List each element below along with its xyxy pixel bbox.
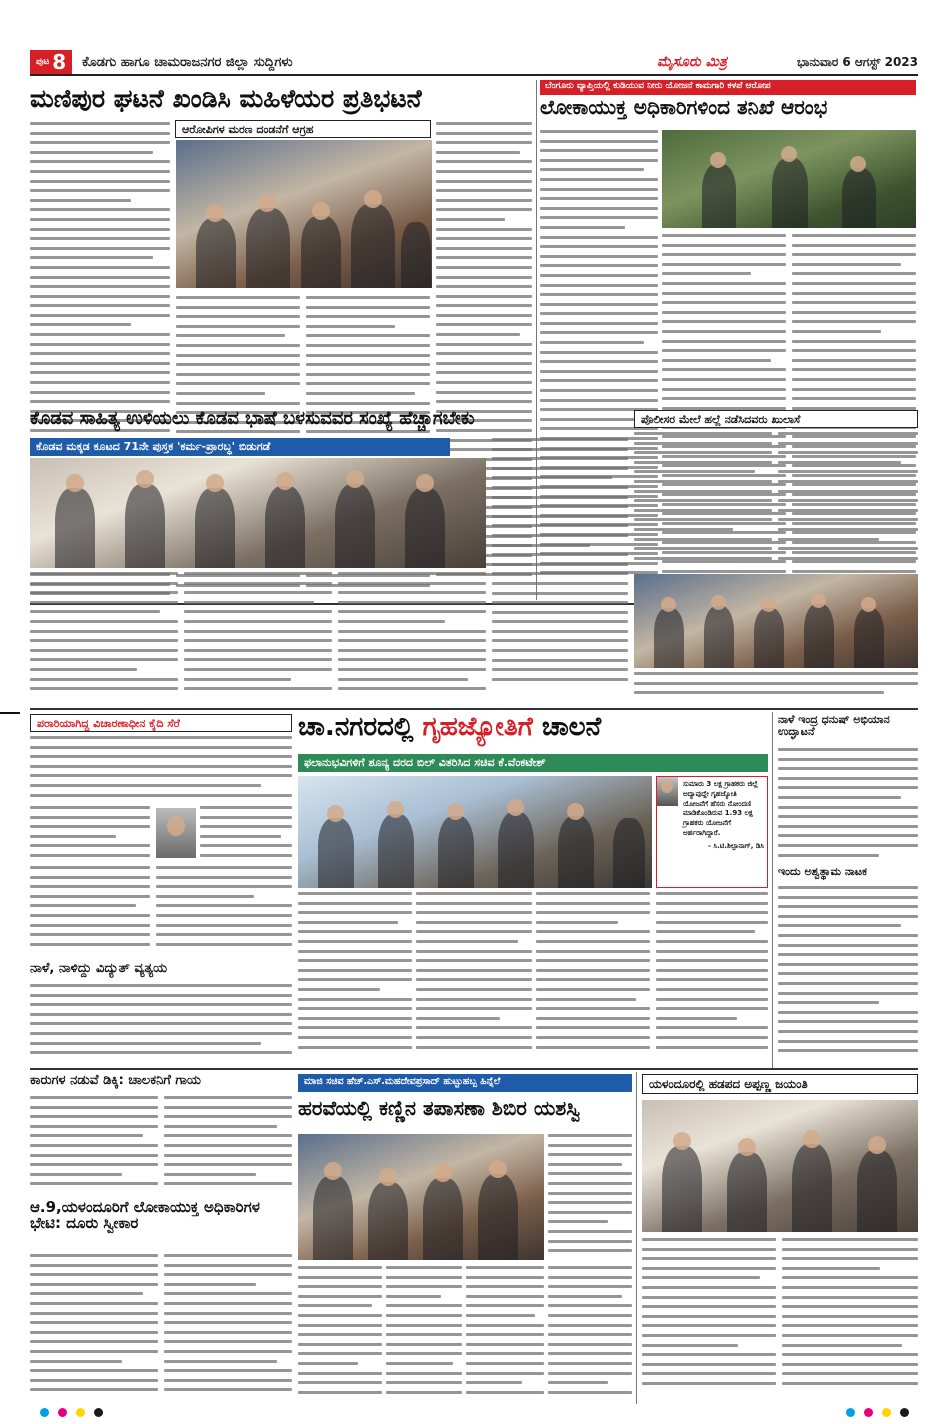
prisoner-text-intro [30, 736, 292, 806]
black-dot [900, 1408, 909, 1417]
eye-camp-headline: ಹರವೆಯಲ್ಲಿ ಕಣ್ಣಿನ ತಪಾಸಣಾ ಶಿಬಿರ ಯಶಸ್ವಿ [298, 1098, 581, 1120]
issue-date: ಭಾನುವಾರ 6 ಆಗಸ್ಟ್ 2023 [796, 54, 918, 69]
cyan-dot [846, 1408, 855, 1417]
kodava-book-release-photo [30, 458, 486, 568]
gruhajyothi-headline-part2: ಗೃಹಜ್ಯೋತಿಗೆ [422, 714, 533, 742]
gruhajyothi-text-col4 [656, 892, 768, 1066]
dhanush-text [778, 748, 918, 860]
kodava-text-col3 [338, 572, 486, 702]
prisoner-text-col2 [200, 806, 292, 866]
car-crash-text-col2 [164, 1096, 292, 1196]
gruhajyothi-text-col3 [536, 892, 650, 1066]
section-divider [30, 1068, 918, 1070]
gruhajyothi-text-col1 [298, 892, 412, 1066]
dc-quote-box [656, 776, 768, 888]
yellow-dot [882, 1408, 891, 1417]
drama-text [778, 886, 918, 1064]
eye-camp-text-col3 [466, 1266, 544, 1402]
fold-mark [0, 712, 20, 714]
manipur-headline: ಮಣಿಪುರ ಘಟನೆ ಖಂಡಿಸಿ ಮಹಿಳೆಯರ ಪ್ರತಿಭಟನೆ [30, 86, 422, 113]
police-attack-text-col1 [634, 432, 772, 570]
prisoner-headline: ಪರಾರಿಯಾಗಿದ್ದ ವಿಚಾರಣಾಧೀನ ಕೈದಿ ಸೆರೆ [30, 714, 292, 732]
prisoner-text-col3 [30, 866, 150, 960]
cyan-dot [40, 1408, 49, 1417]
section-divider [30, 708, 918, 710]
eye-camp-text-col4 [548, 1266, 632, 1402]
gruhajyothi-headline [298, 714, 768, 750]
gruhajyothi-launch-photo [298, 776, 652, 888]
magenta-dot [864, 1408, 873, 1417]
dhanush-headline: ನಾಳೆ ಇಂದ್ರ ಧನುಷ್ ಅಭಿಯಾನ ಉದ್ಘಾಟನೆ [778, 714, 890, 738]
black-dot [94, 1408, 103, 1417]
kodava-subhead: ಕೊಡವ ಮಕ್ಕಡ ಕೂಟದ 71ನೇ ಪುಸ್ತಕ 'ಕರ್ಮ-ಪ್ರಾರಬ್ಧ' ಬಿಡುಗಡೆ [30, 438, 450, 456]
prisoner-text-col1 [30, 806, 150, 866]
registration-dots-right [846, 1408, 909, 1417]
kodava-headline: ಕೊಡವ ಸಾಹಿತ್ಯ ಉಳಿಯಲು ಕೊಡವ ಭಾಷೆ ಬಳಸುವವರ ಸಂಖ್ಯೆ ಹೆಚ್ಚಾಗಬೇಕು [30, 410, 475, 429]
power-cut-text [30, 984, 292, 1064]
appanna-headline: ಯಳಂದೂರಲ್ಲಿ ಹಡಪದ ಅಪ್ಪಣ್ಣ ಜಯಂತಿ [642, 1074, 918, 1094]
gruhajyothi-headline-part3: ಚಾಲನೆ [541, 714, 602, 742]
manipur-protest-photo [176, 140, 432, 288]
prisoner-photo [156, 808, 196, 858]
eye-camp-text-col1 [298, 1266, 382, 1402]
page-number-badge [30, 50, 72, 74]
page-label: ಪುಟ [36, 57, 50, 67]
eye-camp-photo [298, 1134, 544, 1260]
lokayukta-visit-text-col2 [164, 1254, 292, 1400]
drama-headline: ಇಂದು ಅಶ್ವತ್ಥಾಮ ನಾಟಕ [778, 866, 867, 878]
police-attack-headline: ಪೊಲೀಸರ ಮೇಲೆ ಹಲ್ಲೆ ನಡೆಸಿದವರು ಖುಲಾಸೆ [634, 410, 918, 428]
newspaper-brand: ಮೈಸೂರು ಮಿತ್ರ [657, 54, 727, 70]
gruhajyothi-text-col2 [416, 892, 532, 1066]
column-divider [772, 712, 773, 1068]
dc-quote-text: ಸುಮಾರು 3 ಲಕ್ಷ ಗ್ರಾಹಕರು ಜಿಲ್ಲೆ ಅದ್ಯಾವುದ್ದೇ ಗೃಹಜ್ಯೋತಿ ಯೋಜನೆಗೆ ಹೆಸರು ನೋಂದಣಿ ಮಾಡಿಕೊಂಡಿರುವ 1.93 ಲಕ್ಷ ಗ್ರಾಹಕರು ಯೋಜನೆಗೆ ಅರ್ಹರಾಗಿದ್ದಾರೆ. [683, 780, 758, 837]
appanna-text-col2 [782, 1238, 918, 1402]
page-number: 8 [52, 50, 67, 74]
prisoner-text-col4 [156, 866, 292, 960]
eye-camp-kicker: ಮಾಜಿ ಸಚಿವ ಹೆಚ್.ಎಸ್.ಮಹದೇವಪ್ರಸಾದ್ ಹುಟ್ಟುಹಬ್ಬ ಹಿನ್ನೆಲೆ [298, 1074, 632, 1092]
gruhajyothi-subhead: ಫಲಾನುಭವಿಗಳಿಗೆ ಶೂನ್ಯ ದರದ ಬಿಲ್ ವಿತರಿಸಿದ ಸಚಿವ ಕೆ.ವೆಂಕಟೇಶ್ [298, 754, 768, 772]
lokayukta-visit-headline: ಆ.9,ಯಳಂದೂರಿಗೆ ಲೋಕಾಯುಕ್ತ ಅಧಿಕಾರಿಗಳ ಭೇಟಿ: ದೂರು ಸ್ವೀಕಾರ [30, 1200, 260, 1232]
manipur-subhead: ಆರೋಪಿಗಳ ಮರಣ ದಂಡನೆಗೆ ಆಗ್ರಹ [175, 120, 431, 138]
car-crash-headline: ಕಾರುಗಳ ನಡುವೆ ಡಿಕ್ಕಿ: ಚಾಲಕನಿಗೆ ಗಾಯ [30, 1074, 201, 1088]
yellow-dot [76, 1408, 85, 1417]
section-title: ಕೊಡಗು ಹಾಗೂ ಚಾಮರಾಜನಗರ ಜಿಲ್ಲಾ ಸುದ್ದಿಗಳು [82, 54, 293, 70]
eye-camp-text-col2 [386, 1266, 462, 1402]
appanna-jayanti-photo [642, 1100, 918, 1232]
magenta-dot [58, 1408, 67, 1417]
power-cut-headline: ನಾಳೆ, ನಾಳಿದ್ದು ವಿದ್ಯುತ್ ವ್ಯತ್ಯಯ [30, 962, 168, 976]
dc-quote-author: - ಸಿ.ಟಿ.ಶಿಲ್ಪಾನಾಗ್, ಡಿಸಿ [708, 841, 764, 850]
page-header [30, 50, 918, 76]
lokayukta-water-headline: ಲೋಕಾಯುಕ್ತ ಅಧಿಕಾರಿಗಳಿಂದ ತನಿಖೆ ಆರಂಭ [540, 97, 828, 119]
lokayukta-visit-text-col1 [30, 1254, 158, 1400]
car-crash-text-col1 [30, 1096, 158, 1196]
registration-dots-left [40, 1408, 103, 1417]
gruhajyothi-headline-part1: ಚಾ.ನಗರದಲ್ಲಿ [298, 714, 414, 742]
lokayukta-water-kicker: ಬೆಂಗೂರು ವ್ಯಾಪ್ತಿಯಲ್ಲಿ ಕುಡಿಯುವ ನೀರು ಯೋಜನೆ ಕಾಮಗಾರಿ ಕಳಪೆ ಆರೋಪ [540, 80, 916, 95]
kodava-text-col1 [30, 572, 178, 702]
police-story-photo [634, 574, 918, 668]
appanna-text-col1 [642, 1238, 776, 1402]
police-photo-caption [634, 672, 918, 704]
eye-camp-text-col0 [548, 1134, 632, 1260]
kodava-text-col4 [492, 438, 628, 702]
police-attack-text-col2 [778, 432, 918, 570]
column-divider [636, 1072, 637, 1404]
lokayukta-inspection-photo [662, 130, 916, 228]
kodava-text-col2 [184, 572, 332, 702]
